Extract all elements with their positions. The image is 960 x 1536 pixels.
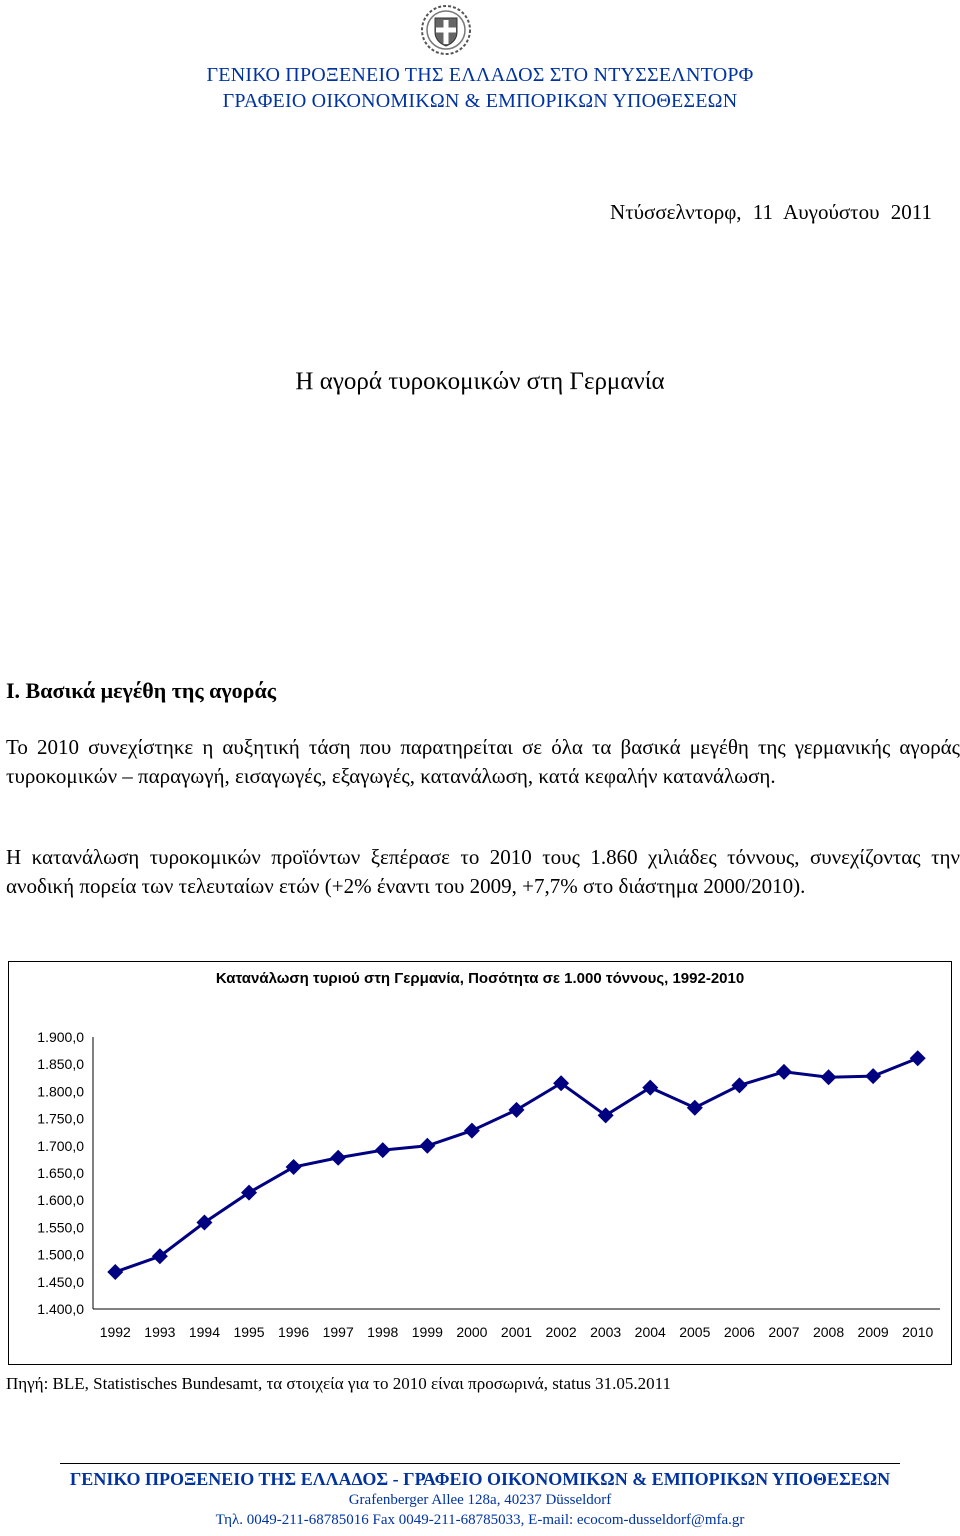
data-point-marker [241,1185,257,1201]
source-note: Πηγή: BLE, Statistisches Bundesamt, τα στοιχεία για το 2010 είναι προσωρινά, status 31.05.2011 [6,1374,672,1393]
header-line-1: ΓΕΝΙΚΟ ΠΡΟΞΕΝΕΙΟ ΤΗΣ ΕΛΛΑΔΟΣ ΣΤΟ ΝΤΥΣΣΕΛΝΤΟΡΦ [206,64,754,86]
data-point-marker [509,1102,525,1118]
y-tick-label: 1.700,0 [37,1137,84,1154]
y-tick-label: 1.800,0 [37,1083,84,1100]
footer-contact: Τηλ. 0049-211-68785016 Fax 0049-211-68785033, E-mail: ecocom-dusseldorf@mfa.gr [215,1512,745,1528]
x-tick-label: 2010 [902,1324,934,1340]
x-tick-label: 1996 [278,1324,310,1340]
data-point-marker [419,1138,435,1154]
x-tick-label: 2009 [857,1324,889,1340]
header-line-2: ΓΡΑΦΕΙΟ ΟΙΚΟΝΟΜΙΚΩΝ & ΕΜΠΟΡΙΚΩΝ ΥΠΟΘΕΣΕΩΝ [222,90,738,112]
x-tick-label: 2007 [768,1324,800,1340]
section-heading: Ι. Βασικά μεγέθη της αγοράς [6,678,277,703]
paragraph-2: Η κατανάλωση τυροκομικών προϊόντων ξεπέρασε το 2010 τους 1.860 χιλιάδες τόννους, συνεχίζοντας την ανοδική πορεία των τελευταίων ετών (+2% έναντι του 2009, +7,7% στο διάστημα 2000/2010). [6,845,960,898]
chart-title: Κατανάλωση τυριού στη Γερμανία, Ποσότητα σε 1.000 τόννους, 1992-2010 [215,970,745,987]
data-point-marker [286,1159,302,1175]
data-point-marker [865,1068,881,1084]
y-tick-label: 1.550,0 [37,1219,84,1236]
footer-line-1: ΓΕΝΙΚΟ ΠΡΟΞΕΝΕΙΟ ΤΗΣ ΕΛΛΑΔΟΣ - ΓΡΑΦΕΙΟ ΟΙΚΟΝΟΜΙΚΩΝ & ΕΜΠΟΡΙΚΩΝ ΥΠΟΘΕΣΕΩΝ [69,1469,891,1489]
x-tick-label: 2003 [590,1324,622,1340]
x-tick-label: 2005 [679,1324,711,1340]
paragraph-1: Το 2010 συνεχίστηκε η αυξητική τάση που παρατηρείται σε όλα τα βασικά μεγέθη της γερμανικής αγοράς τυροκομικών – παραγωγή, εισαγωγές, εξαγωγές, κατανάλωση, κατά κεφαλήν κατανάλωση. [6,735,960,788]
x-tick-label: 2000 [456,1324,488,1340]
data-point-marker [107,1264,123,1280]
y-tick-label: 1.400,0 [37,1301,84,1317]
data-point-marker [330,1150,346,1166]
data-point-marker [821,1069,837,1085]
x-tick-label: 1999 [411,1324,443,1340]
x-tick-label: 1998 [367,1324,399,1340]
x-tick-label: 1994 [188,1324,221,1340]
x-tick-label: 2001 [500,1324,533,1340]
x-tick-label: 2004 [634,1324,666,1340]
data-point-marker [910,1050,926,1066]
document-date: Ντύσσελντορφ, 11 Αυγούστου 2011 [610,200,932,224]
x-tick-label: 2008 [812,1324,845,1340]
data-point-marker [375,1142,391,1158]
footer-address: Grafenberger Allee 128a, 40237 Düsseldorf [348,1492,612,1508]
data-point-marker [687,1100,703,1116]
data-point-marker [642,1080,658,1096]
y-tick-label: 1.500,0 [37,1246,84,1263]
y-tick-label: 1.850,0 [37,1056,84,1073]
data-point-marker [464,1123,480,1139]
x-tick-label: 1992 [99,1324,131,1340]
x-tick-label: 1997 [322,1324,354,1340]
y-tick-label: 1.600,0 [37,1192,84,1209]
footer-divider [60,1463,900,1464]
x-tick-label: 1993 [144,1324,176,1340]
y-tick-label: 1.650,0 [37,1165,84,1181]
series-line [115,1058,917,1272]
x-tick-label: 2006 [723,1324,755,1340]
data-point-marker [731,1077,747,1093]
y-tick-label: 1.900,0 [37,1029,84,1045]
document-title: Η αγορά τυροκομικών στη Γερμανία [295,368,665,395]
x-tick-label: 1995 [233,1324,265,1340]
data-point-marker [776,1064,792,1080]
y-tick-label: 1.450,0 [37,1273,84,1290]
y-tick-label: 1.750,0 [37,1110,84,1127]
x-tick-label: 2002 [545,1324,577,1340]
